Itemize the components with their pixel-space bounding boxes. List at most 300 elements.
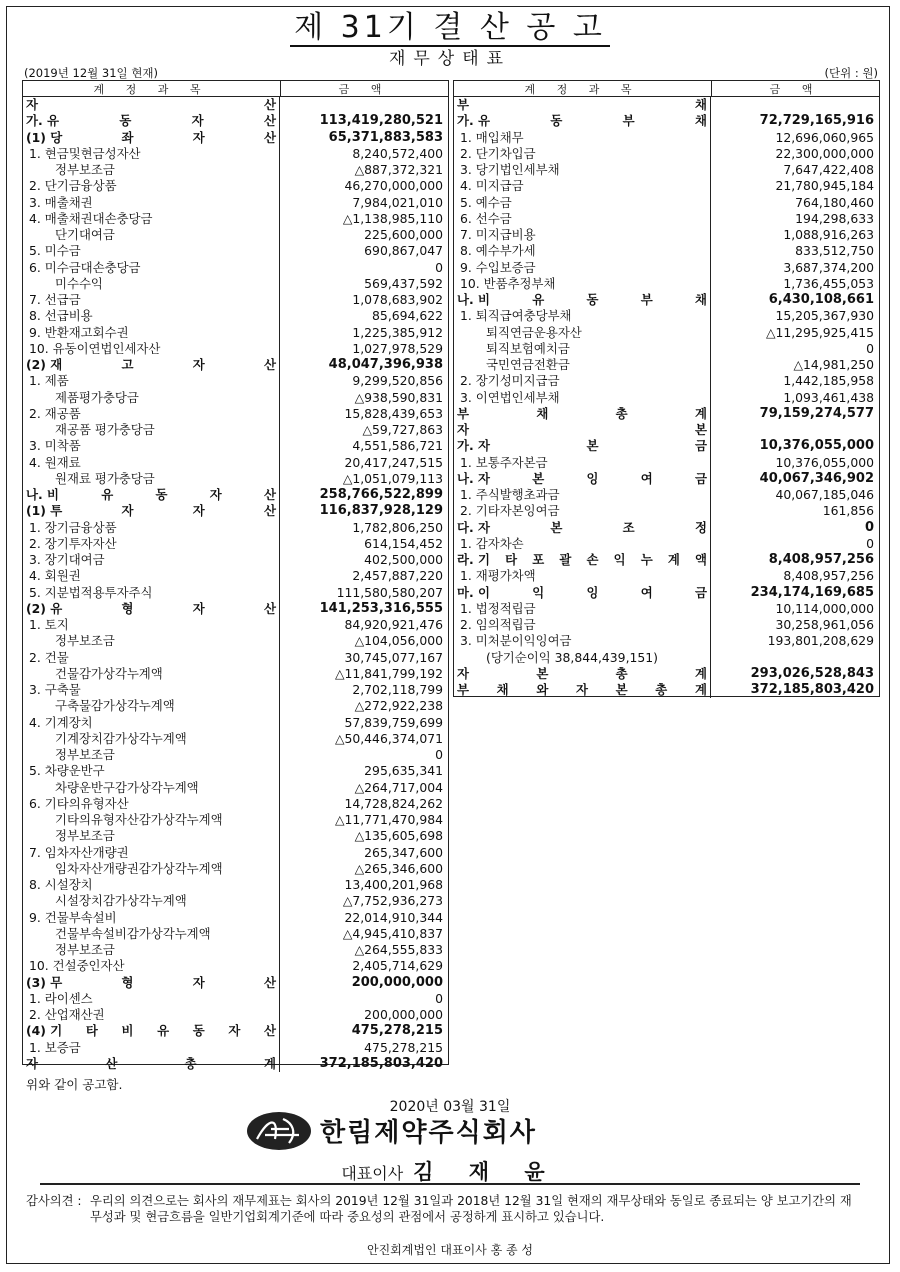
table-row [23,585,448,601]
account-name: 5. 차량운반구 [23,763,280,779]
account-name: 국민연금전환금 [454,357,711,373]
table-row [454,178,879,194]
account-name: 기계장치감가상각누계액 [23,731,280,747]
page-title: 제 31기 결 산 공 고 [0,2,900,46]
assets-table [22,80,449,1071]
table-row [23,617,448,633]
liabilities-rows [454,97,879,698]
account-name: 1. 퇴직급여충당부채 [454,308,711,324]
amount: △11,295,925,415 [765,324,874,340]
account-name: 가. 자 본 금 [454,438,711,454]
account-name: 4. 미지급금 [454,178,711,194]
amount: △14,981,250 [793,357,874,372]
amount: 2,457,887,220 [352,568,443,584]
amount: 14,728,824,262 [344,795,443,811]
table-row [454,260,879,276]
table-row [23,991,448,1007]
account-name: 10. 반품추정부채 [454,276,711,292]
table-row [454,211,879,227]
amount: 372,185,803,420 [750,682,874,697]
account-name: 1. 법정적립금 [454,601,711,617]
table-row [23,731,448,747]
amount: 10,376,055,000 [759,438,874,454]
table-row [23,552,448,568]
account-name: 다. 자 본 조 정 [454,520,711,536]
account-name: 8. 선급비용 [23,308,280,324]
table-row [23,780,448,796]
col-account: 계 정 과 목 [454,81,712,96]
amount: 65,371,883,583 [328,129,443,145]
account-name: 정부보조금 [23,828,280,844]
table-row [454,520,879,536]
table-row [454,195,879,211]
amount: 84,920,921,476 [344,617,443,632]
account-name: 3. 미착품 [23,438,280,454]
amount: 1,442,185,958 [783,373,874,389]
table-row [23,211,448,227]
amount: 200,000,000 [364,1007,443,1022]
amount: 22,300,000,000 [775,145,874,161]
account-name: 9. 건물부속설비 [23,910,280,926]
table-row [454,390,879,406]
table-row [23,260,448,276]
amount: 614,154,452 [364,535,443,551]
table-row [454,243,879,259]
amount: 46,270,000,000 [344,178,443,194]
account-name: 5. 지분법적용투자주식 [23,585,280,601]
table-row [23,601,448,617]
account-name: 3. 구축물 [23,682,280,698]
account-name: 구축물감가상각누계액 [23,698,280,714]
assets-table-header [23,81,448,97]
table-row [23,650,448,666]
table-row [454,438,879,454]
account-name: 1. 주식발행초과금 [454,487,711,503]
table-row [23,487,448,503]
account-name: 라. 기 타 포 괄 손 익 누 계 액 [454,552,711,568]
divider [40,1183,860,1185]
account-name: 10. 건설중인자산 [23,958,280,974]
table-row [454,666,879,682]
amount: 2,702,118,799 [352,682,443,697]
amount: △887,372,321 [354,162,443,177]
account-name: 2. 단기금융상품 [23,178,280,194]
publish-date: 2020년 03월 31일 [389,1099,511,1115]
table-row [23,178,448,194]
account-name: 자 본 [454,422,711,438]
amount: △11,771,470,984 [334,812,443,827]
account-name: 9. 반환재고회수권 [23,325,280,341]
amount: 690,867,047 [364,243,443,259]
liabilities-table-header [454,81,879,97]
amount: 113,419,280,521 [319,113,443,129]
account-name: 정부보조금 [23,942,280,958]
table-row [23,536,448,552]
table-row [454,130,879,146]
account-name: 2. 장기성미지급금 [454,373,711,389]
table-row [454,292,879,308]
table-row [454,568,879,584]
amount: 116,837,928,129 [319,503,443,519]
account-name: 기타의유형자산감가상각누계액 [23,812,280,828]
table-row [454,650,879,666]
amount: 40,067,346,902 [759,470,874,486]
amount: 194,298,633 [795,210,874,226]
amount: 141,253,316,555 [319,600,443,616]
account-name: 2. 건물 [23,650,280,666]
representative [0,1156,900,1186]
amount: 4,551,586,721 [352,438,443,454]
table-row [454,471,879,487]
amount [711,97,879,113]
table-row [23,471,448,487]
as-of-date: (2019년 12월 31일 현재) [24,66,159,80]
table-row [23,130,448,146]
account-name: 1. 라이센스 [23,991,280,1007]
amount: 10,114,000,000 [775,600,874,616]
account-name: (당기순이익 38,844,439,151) [454,650,711,666]
account-name: 1. 현금및현금성자산 [23,146,280,162]
table-row [23,227,448,243]
assets-rows [23,97,448,1072]
amount: 265,347,600 [364,844,443,860]
account-name: 10. 유동이연법인세자산 [23,341,280,357]
account-name: 3. 당기법인세부채 [454,162,711,178]
amount: 1,078,683,902 [352,292,443,307]
amount: 6,430,108,661 [768,292,874,307]
table-row [23,666,448,682]
table-row [23,341,448,357]
company-name: 한림제약주식회사 [320,1118,537,1148]
table-row [23,698,448,714]
table-row [454,503,879,519]
amount: 22,014,910,344 [344,909,443,925]
amount: 15,828,439,653 [344,405,443,421]
table-row [454,406,879,422]
account-name: 정부보조금 [23,162,280,178]
table-row [23,796,448,812]
amount: 2,405,714,629 [352,958,443,974]
amount: 79,159,274,577 [759,405,874,421]
amount: △265,346,600 [354,860,443,876]
account-name: 7. 선급금 [23,292,280,308]
table-row [23,113,448,129]
account-name: 2. 단기차입금 [454,146,711,162]
table-row [23,845,448,861]
amount: 85,694,622 [372,308,443,324]
amount: 8,408,957,256 [768,552,874,567]
amount: 0 [435,747,443,762]
statement-name: 재무상태표 [388,49,512,69]
table-row [454,552,879,568]
amount: △135,605,698 [354,828,443,844]
account-name: 5. 미수금 [23,243,280,259]
table-row [23,146,448,162]
amount [711,650,879,666]
amount: 225,600,000 [364,227,443,242]
table-row [23,926,448,942]
account-name: 미수수익 [23,276,280,292]
rep-label: 대표이사 [341,1164,404,1183]
amount: △7,752,936,273 [342,893,443,909]
account-name: (4) 기 타 비 유 동 자 산 [23,1023,280,1039]
amount: 15,205,367,930 [775,308,874,324]
table-row [23,243,448,259]
amount: △59,727,863 [362,422,443,437]
table-row [23,715,448,731]
table-row [23,292,448,308]
amount: 193,801,208,629 [767,633,874,649]
account-name: 1. 재평가차액 [454,568,711,584]
amount: 0 [435,259,443,275]
table-row [23,162,448,178]
account-name: 6. 선수금 [454,211,711,227]
amount: △4,945,410,837 [342,925,443,941]
amount: 13,400,201,968 [344,877,443,892]
table-row [23,325,448,341]
table-row [454,455,879,471]
amount: 372,185,803,420 [319,1055,443,1071]
notice-text: 위와 같이 공고함. [26,1077,123,1092]
table-row [23,633,448,649]
table-row [454,162,879,178]
account-name: 가. 유 동 자 산 [23,113,280,129]
account-name: 3. 이연법인세부채 [454,390,711,406]
account-name: 2. 임의적립금 [454,617,711,633]
table-row [454,97,879,113]
amount: 20,417,247,515 [344,454,443,470]
amount [280,97,448,113]
table-row [23,438,448,454]
amount: △104,056,000 [354,633,443,649]
unit-label: (단위 : 원) [824,66,878,80]
amount: 475,278,215 [364,1039,443,1055]
account-name: 3. 미처분이익잉여금 [454,633,711,649]
account-name: 8. 예수부가세 [454,243,711,259]
account-name: 6. 미수금대손충당금 [23,260,280,276]
amount: 1,736,455,053 [783,275,874,291]
account-name: 2. 재공품 [23,406,280,422]
table-row [23,958,448,974]
account-name: 건물감가상각누계액 [23,666,280,682]
amount: 40,067,185,046 [775,487,874,502]
amount: 569,437,592 [364,275,443,291]
account-name: 1. 보통주자본금 [454,455,711,471]
amount: 0 [866,535,874,551]
account-name: 7. 미지급비용 [454,227,711,243]
table-row [23,406,448,422]
table-row [454,308,879,324]
table-row [23,1056,448,1072]
amount: 293,026,528,843 [750,665,874,681]
account-name: 4. 매출채권대손충당금 [23,211,280,227]
amount: 200,000,000 [351,974,443,990]
account-name: 나. 비 유 동 부 채 [454,292,711,308]
account-name: 1. 감자차손 [454,536,711,552]
account-name: 9. 수입보증금 [454,260,711,276]
col-amount: 금 액 [338,83,391,96]
amount: 1,088,916,263 [783,227,874,242]
audit-text: 우리의 의견으로는 회사의 재무제표는 회사의 2019년 12월 31일과 2018년 12월 31일 현재의 재무상태와 동일로 종료되는 양 보고기간의 재무성과 및 현금흐름을 일반기업회계기준에 따라 중요성의 관점에서 공정하게 표시하고 있습니다. [90,1194,852,1224]
company-logo-icon [245,1109,313,1153]
account-name: (1) 투 자 자 산 [23,503,280,519]
table-row [23,357,448,373]
account-name: 부 채 와 자 본 총 계 [454,682,711,698]
amount: 295,635,341 [364,763,443,779]
table-row [454,601,879,617]
amount: 0 [866,340,874,356]
amount: 30,745,077,167 [344,649,443,665]
account-name: 임차자산개량권감가상각누계액 [23,861,280,877]
account-name: 원재료 평가충당금 [23,471,280,487]
table-row [23,942,448,958]
table-row [454,536,879,552]
table-row [23,877,448,893]
table-row [23,97,448,113]
table-row [23,747,448,763]
amount: 7,647,422,408 [783,162,874,177]
account-name: 4. 기계장치 [23,715,280,731]
account-name: 1. 장기금융상품 [23,520,280,536]
account-name: (2) 재 고 자 산 [23,357,280,373]
table-row [454,422,879,438]
account-name: 퇴직보험예치금 [454,341,711,357]
amount: 8,240,572,400 [352,145,443,161]
amount: 833,512,750 [795,243,874,259]
table-row [23,1040,448,1056]
account-name: 자 산 [23,97,280,113]
table-row [454,585,879,601]
amount: 0 [435,990,443,1006]
amount: 258,766,522,899 [319,487,443,502]
account-name: 마. 이 익 잉 여 금 [454,585,711,601]
amount: 1,093,461,438 [783,389,874,405]
account-name: 1. 토지 [23,617,280,633]
table-row [23,276,448,292]
account-name: 제품평가충당금 [23,390,280,406]
account-name: 5. 예수금 [454,195,711,211]
amount: 57,839,759,699 [344,714,443,730]
table-row [454,357,879,373]
amount: △938,590,831 [354,389,443,405]
table-row [454,341,879,357]
account-name: 시설장치감가상각누계액 [23,893,280,909]
account-name: 8. 시설장치 [23,877,280,893]
table-row [23,390,448,406]
table-row [23,195,448,211]
rep-name: 김 재 윤 [413,1160,559,1184]
amount: 234,174,169,685 [750,584,874,600]
table-row [454,325,879,341]
account-name: 부 채 [454,97,711,113]
amount: 48,047,396,938 [328,357,443,372]
amount: 1,027,978,529 [352,340,443,356]
account-name: 2. 장기투자자산 [23,536,280,552]
amount: 10,376,055,000 [775,454,874,470]
table-row [23,682,448,698]
table-row [454,373,879,389]
amount: △264,555,833 [354,942,443,957]
table-row [454,682,879,698]
liabilities-equity-table [453,80,880,697]
amount: 21,780,945,184 [775,178,874,194]
account-name: 가. 유 동 부 채 [454,113,711,129]
table-row [23,1023,448,1039]
account-name: (1) 당 좌 자 산 [23,130,280,146]
table-row [454,487,879,503]
table-row [23,422,448,438]
account-name: 2. 산업재산권 [23,1007,280,1023]
amount: 9,299,520,856 [352,373,443,389]
account-name: 4. 회원권 [23,568,280,584]
account-name: 4. 원재료 [23,455,280,471]
amount: 3,687,374,200 [783,259,874,275]
account-name: 6. 기타의유형자산 [23,796,280,812]
account-name: 자 산 총 계 [23,1056,280,1072]
account-name: 정부보조금 [23,747,280,763]
auditor: 안진회계법인 대표이사 홍 종 성 [367,1243,533,1257]
amount: 30,258,961,056 [775,617,874,632]
amount: 0 [864,519,874,535]
table-row [454,276,879,292]
amount: △11,841,799,192 [334,665,443,681]
table-row [23,893,448,909]
table-row [23,373,448,389]
table-row [23,975,448,991]
account-name: (2) 유 형 자 산 [23,601,280,617]
account-name: 자 본 총 계 [454,666,711,682]
table-row [23,520,448,536]
table-row [454,146,879,162]
amount: 12,696,060,965 [775,129,874,145]
amount: 402,500,000 [364,552,443,567]
table-row [23,910,448,926]
account-name: 정부보조금 [23,633,280,649]
col-account: 계 정 과 목 [23,81,281,96]
audit-label: 감사의견 : [26,1194,82,1208]
amount: △1,138,985,110 [342,210,443,226]
amount: 475,278,215 [351,1023,443,1039]
table-row [23,503,448,519]
table-row [454,633,879,649]
account-name: 3. 장기대여금 [23,552,280,568]
account-name: 나. 비 유 동 자 산 [23,487,280,503]
amount: 72,729,165,916 [759,113,874,129]
amount: 764,180,460 [795,194,874,210]
amount: 1,782,806,250 [352,519,443,535]
amount: 7,984,021,010 [352,194,443,210]
account-name: 부 채 총 계 [454,406,711,422]
table-row [23,308,448,324]
table-row [23,455,448,471]
col-amount: 금 액 [769,83,822,96]
table-row [23,828,448,844]
account-name: 퇴직연금운용자산 [454,325,711,341]
table-row [454,113,879,129]
amount: 8,408,957,256 [783,568,874,584]
account-name: 2. 기타자본잉여금 [454,503,711,519]
account-name: 나. 자 본 잉 여 금 [454,471,711,487]
table-row [23,812,448,828]
amount: 111,580,580,207 [336,584,443,600]
account-name: 1. 매입채무 [454,130,711,146]
account-name: 건물부속설비감가상각누계액 [23,926,280,942]
account-name: 1. 제품 [23,373,280,389]
account-name: 재공품 평가충당금 [23,422,280,438]
account-name: 7. 임차자산개량권 [23,845,280,861]
account-name: 3. 매출채권 [23,195,280,211]
table-row [23,763,448,779]
